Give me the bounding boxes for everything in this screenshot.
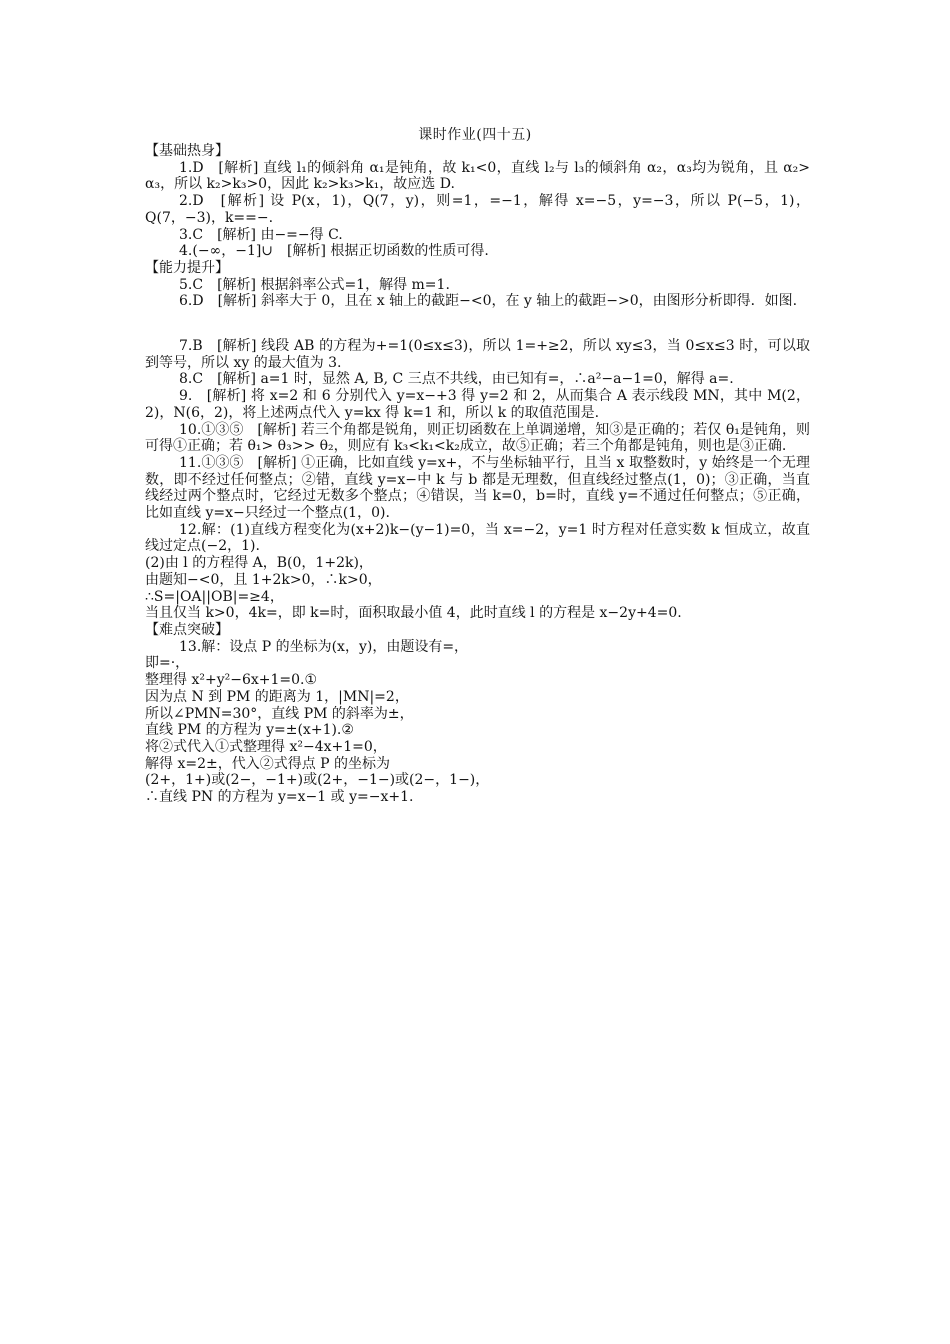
answer-6: 6.D [解析] 斜率大于 0，且在 x 轴上的截距−<0，在 y 轴上的截距−>0，由图形分析即得．如图. (179, 293, 798, 310)
answer-10: 10.①③⑤ [解析] 若三个角都是锐角，则正切函数在上单调递增，知③是正确的；若仅 θ₁是钝角，则可得①正确；若 θ₁> θ₃>> θ₂，则应有 k₃<k₁<k₂成立，故⑤正确；若三个角都是钝角，则也是③正确. (145, 421, 810, 455)
answer-1: 1.D [解析] 直线 l₁的倾斜角 α₁是钝角，故 k₁<0，直线 l₂与 l₃的倾斜角 α₂，α₃均为锐角，且 α₂> α₃，所以 k₂>k₃>0，因此 k₂>k₃>k₁，故应选 D. (145, 159, 810, 193)
section-heading-ability: 【能力提升】 (145, 259, 229, 276)
answer-11: 11.①③⑤ [解析] ①正确，比如直线 y=x+，不与坐标轴平行，且当 x 取整数时，y 始终是一个无理数，即不经过任何整点；②错，直线 y=x−中 k 与 b 都是无理数，但直线经过整点(1，0)；③正确，当直线经过两个整点时，它经过无数多个整点；④错误，当 k=0，b=时，直线 y=不通过任何整点；⑤正确，比如直线 y=x−只经过一个整点(1，0). (145, 454, 810, 522)
answer-12-line4: ∴S=|OA||OB|=≥4， (145, 588, 284, 605)
answer-13-line2: 即=·， (145, 655, 190, 672)
answer-9: 9. [解析] 将 x=2 和 6 分别代入 y=x−+3 得 y=2 和 2，从而集合 A 表示线段 MN，其中 M(2，2)，N(6，2)，将上述两点代入 y=kx 得 k=1 和，所以 k 的取值范围是. (145, 388, 810, 421)
answer-12-part1: 12.解：(1)直线方程变化为(x+2)k−(y−1)=0，当 x=−2，y=1 时方程对任意实数 k 恒成立，故直线过定点(−2，1). (145, 521, 810, 555)
section-heading-basics: 【基础热身】 (145, 143, 229, 159)
answer-3: 3.C [解析] 由−=−得 C. (179, 226, 343, 243)
answer-12-line2: (2)由 l 的方程得 A，B(0，1+2k)， (145, 555, 373, 572)
answer-13-line1: 13.解：设点 P 的坐标为(x，y)，由题设有=， (179, 638, 469, 655)
answer-content (145, 143, 810, 806)
answer-13-line3: 整理得 x²+y²−6x+1=0.① (145, 672, 318, 689)
answer-13-line5: 所以∠PMN=30°，直线 PM 的斜率为±， (145, 705, 414, 722)
section-heading-difficult: 【难点突破】 (145, 621, 229, 638)
answer-13-line8: 解得 x=2±，代入②式得点 P 的坐标为 (145, 755, 391, 772)
answer-8: 8.C [解析] a=1 时，显然 A, B, C 三点不共线，由已知有=，∴a²−a−1=0，解得 a=. (179, 371, 734, 388)
answer-7: 7.B [解析] 线段 AB 的方程为+=1(0≤x≤3)，所以 1=+≥2，所以 xy≤3，当 0≤x≤3 时，可以取到等号，所以 xy 的最大值为 3. (145, 338, 810, 371)
answer-5: 5.C [解析] 根据斜率公式=1，解得 m=1. (179, 276, 450, 293)
answer-13-line9: (2+，1+)或(2−，−1+)或(2+，−1−)或(2−，1−)， (145, 772, 490, 789)
figure-gap (145, 310, 810, 338)
page-title: 课时作业(四十五) (418, 127, 532, 143)
answer-13-line10: ∴直线 PN 的方程为 y=x−1 或 y=−x+1. (145, 789, 414, 806)
answer-13-line6: 直线 PM 的方程为 y=±(x+1).② (145, 722, 354, 739)
answer-12-line5: 当且仅当 k>0，4k=，即 k=时，面积取最小值 4，此时直线 l 的方程是 x−2y+4=0. (145, 605, 682, 622)
answer-2: 2.D [解析] 设 P(x，1)，Q(7，y)，则=1，=−1，解得 x=−5，y=−3，所以 P(−5，1)，Q(7，−3)，k==−. (145, 193, 810, 226)
answer-4: 4.(−∞，−1]∪ [解析] 根据正切函数的性质可得. (179, 243, 489, 260)
answer-13-line7: 将②式代入①式整理得 x²−4x+1=0， (145, 738, 387, 755)
answer-13-line4: 因为点 N 到 PM 的距离为 1，|MN|=2， (145, 688, 409, 705)
answer-12-line3: 由题知−<0，且 1+2k>0，∴k>0， (145, 571, 382, 588)
